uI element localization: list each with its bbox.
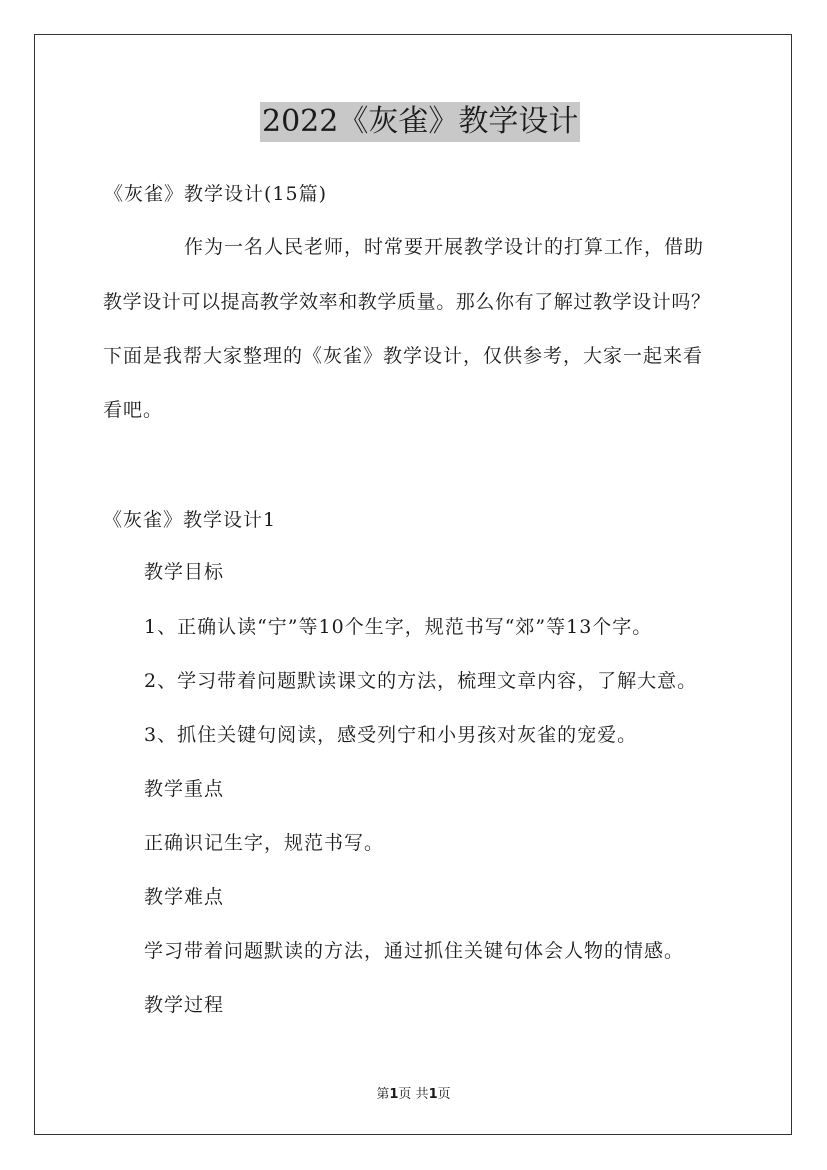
intro-line-1: 作为一名人民老师，时常要开展教学设计的打算工作，借助 (184, 236, 705, 258)
footer-total-pages: 1 (428, 1087, 438, 1102)
heading-process: 教学过程 (144, 994, 225, 1016)
document-title: 2022《灰雀》教学设计 (260, 102, 580, 142)
page-footer (0, 1083, 827, 1102)
objective-1: 1、正确认读“宁”等10个生字，规范书写“郊”等13个字。 (144, 616, 653, 638)
intro-line-3: 下面是我帮大家整理的《灰雀》教学设计，仅供参考，大家一起来看 (103, 345, 704, 367)
objective-2: 2、学习带着问题默读课文的方法，梳理文章内容，了解大意。 (144, 670, 698, 692)
footer-prefix: 第 (376, 1087, 390, 1102)
footer-suffix: 页 (437, 1087, 451, 1102)
objective-3: 3、抓住关键句阅读，感受列宁和小男孩对灰雀的宠爱。 (144, 724, 638, 746)
document-subtitle: 《灰雀》教学设计(15篇) (104, 183, 328, 205)
section-title: 《灰雀》教学设计1 (103, 509, 277, 531)
key-points-text: 正确识记生字，规范书写。 (144, 832, 385, 854)
heading-difficulties: 教学难点 (144, 886, 225, 908)
heading-objectives: 教学目标 (144, 561, 225, 583)
footer-current-page: 1 (389, 1087, 399, 1102)
intro-line-2: 教学设计可以提高教学效率和教学质量。那么你有了解过教学设计吗？ (103, 291, 711, 313)
footer-mid: 页 共 (398, 1087, 429, 1102)
heading-key-points: 教学重点 (144, 778, 225, 800)
intro-line-4: 看吧。 (103, 399, 164, 421)
difficulties-text: 学习带着问题默读的方法，通过抓住关键句体会人物的情感。 (144, 940, 685, 962)
